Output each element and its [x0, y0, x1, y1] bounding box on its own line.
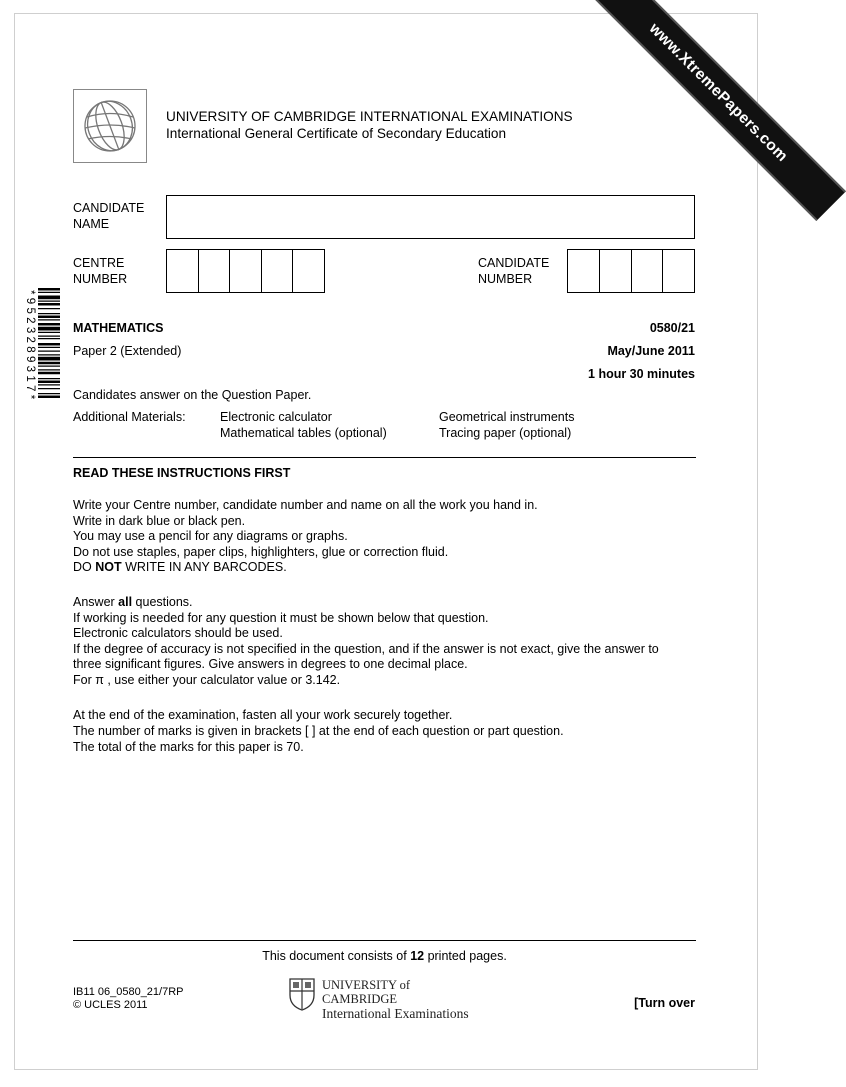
centre-number-field[interactable] — [166, 249, 325, 293]
subject: MATHEMATICS — [73, 321, 164, 335]
centre-number-digit[interactable] — [230, 250, 262, 292]
exam-duration: 1 hour 30 minutes — [588, 367, 695, 381]
barcode-bar — [38, 313, 60, 314]
material-item: Electronic calculator — [220, 410, 332, 424]
barcode-bar — [38, 336, 60, 337]
page-count: This document consists of 12 printed pages. — [262, 949, 507, 963]
instruction-line: Electronic calculators should be used. — [73, 626, 283, 640]
barcode-bar — [38, 381, 60, 384]
barcode-bar — [38, 393, 60, 394]
globe-logo-box — [73, 89, 147, 163]
candidate-name-field[interactable] — [166, 195, 695, 239]
centre-number-digit[interactable] — [293, 250, 324, 292]
barcode-text: *9523289317* — [24, 290, 36, 403]
candidate-name-label: CANDIDATE NAME — [73, 201, 145, 231]
barcode-bar — [38, 369, 60, 370]
ucles-subname: International Examinations — [322, 1006, 469, 1021]
barcode-bar — [38, 308, 60, 309]
candidates-answer-note: Candidates answer on the Question Paper. — [73, 388, 312, 402]
instruction-line: The number of marks is given in brackets [ ] at the end of each question or part question. — [73, 723, 564, 738]
instruction-line: If working is needed for any question it must be shown below that question. — [73, 610, 489, 625]
instruction-line: Answer all questions. — [73, 595, 193, 609]
barcode-bar — [38, 347, 60, 348]
barcode-bar — [38, 372, 60, 375]
centre-number-digit[interactable] — [262, 250, 294, 292]
centre-number-label: CENTRE NUMBER — [73, 256, 128, 286]
instruction-line: If the degree of accuracy is not specified in the question, and if the answer is not exact, give the answer to — [73, 641, 659, 656]
instruction-line: Write in dark blue or black pen. — [73, 513, 246, 528]
barcode-bar — [38, 319, 60, 320]
paper-code: 0580/21 — [649, 321, 695, 335]
university-name: UNIVERSITY OF CAMBRIDGE INTERNATIONAL EXAMINATIONS — [166, 109, 573, 124]
barcode-bar — [38, 343, 60, 346]
barcode-bar — [38, 354, 60, 355]
instructions-block-1 — [73, 498, 698, 576]
material-item: Geometrical instruments — [439, 410, 575, 424]
barcode-bar — [38, 366, 60, 367]
instruction-line: The total of the marks for this paper is 70. — [73, 740, 304, 754]
instruction-line: Do not use staples, paper clips, highlighters, glue or correction fluid. — [73, 544, 449, 559]
barcode-bar — [38, 357, 60, 361]
barcode-bar — [38, 323, 60, 326]
centre-number-digit[interactable] — [167, 250, 199, 292]
instruction-line: At the end of the examination, fasten all your work securely together. — [73, 708, 453, 722]
materials-col-1 — [220, 410, 387, 441]
globe-icon — [74, 90, 146, 162]
barcode-bar — [38, 296, 60, 300]
barcode-bar — [38, 301, 60, 302]
centre-number-digit[interactable] — [199, 250, 231, 292]
barcode-bar — [38, 362, 60, 365]
certificate-name: International General Certificate of Secondary Education — [166, 126, 507, 141]
barcode-bar — [38, 378, 60, 379]
barcode-bar — [38, 303, 60, 306]
exam-session: May/June 2011 — [607, 344, 695, 358]
barcode-bar — [38, 338, 60, 339]
instruction-line: DO NOT WRITE IN ANY BARCODES. — [73, 560, 287, 574]
footer-divider — [73, 940, 696, 941]
instruction-line: three significant figures. Give answers in degrees to one decimal place. — [73, 657, 468, 671]
barcode-bar — [38, 351, 60, 352]
ucles-name: UNIVERSITY of CAMBRIDGE — [322, 978, 411, 1006]
barcode-bar — [38, 292, 60, 293]
additional-materials-label: Additional Materials: — [73, 410, 186, 424]
instructions-heading: READ THESE INSTRUCTIONS FIRST — [73, 466, 291, 480]
candidate-number-digit[interactable] — [632, 250, 664, 292]
barcode-bar — [38, 288, 60, 291]
instruction-line: For π , use either your calculator value or 3.142. — [73, 672, 341, 687]
barcode-bar — [38, 332, 60, 333]
instruction-line: You may use a pencil for any diagrams or graphs. — [73, 529, 348, 543]
candidate-number-digit[interactable] — [663, 250, 694, 292]
barcode-bar — [38, 316, 60, 319]
barcode — [20, 288, 62, 438]
watermark-text: www.XtremePapers.com — [590, 0, 846, 221]
ucles-logo — [288, 977, 488, 1021]
material-item: Tracing paper (optional) — [439, 425, 572, 440]
crest-icon — [288, 977, 316, 1011]
materials-col-2 — [439, 410, 574, 441]
candidate-number-field[interactable] — [567, 249, 695, 293]
instructions-block-3 — [73, 708, 698, 756]
candidate-number-label: CANDIDATE NUMBER — [478, 256, 550, 286]
barcode-bar — [38, 396, 60, 399]
barcode-bar — [38, 327, 60, 331]
candidate-number-digit[interactable] — [600, 250, 632, 292]
candidate-number-digit[interactable] — [568, 250, 600, 292]
material-item: Mathematical tables (optional) — [220, 425, 387, 440]
footer-ref: IB11 06_0580_21/7RP © UCLES 2011 — [73, 986, 184, 1011]
instructions-block-2 — [73, 595, 698, 688]
divider — [73, 457, 696, 458]
barcode-bar — [38, 384, 60, 385]
instruction-line: Write your Centre number, candidate number and name on all the work you hand in. — [73, 498, 538, 512]
turn-over: [Turn over — [634, 996, 695, 1010]
paper-title: Paper 2 (Extended) — [73, 344, 182, 358]
barcode-bar — [38, 388, 60, 389]
